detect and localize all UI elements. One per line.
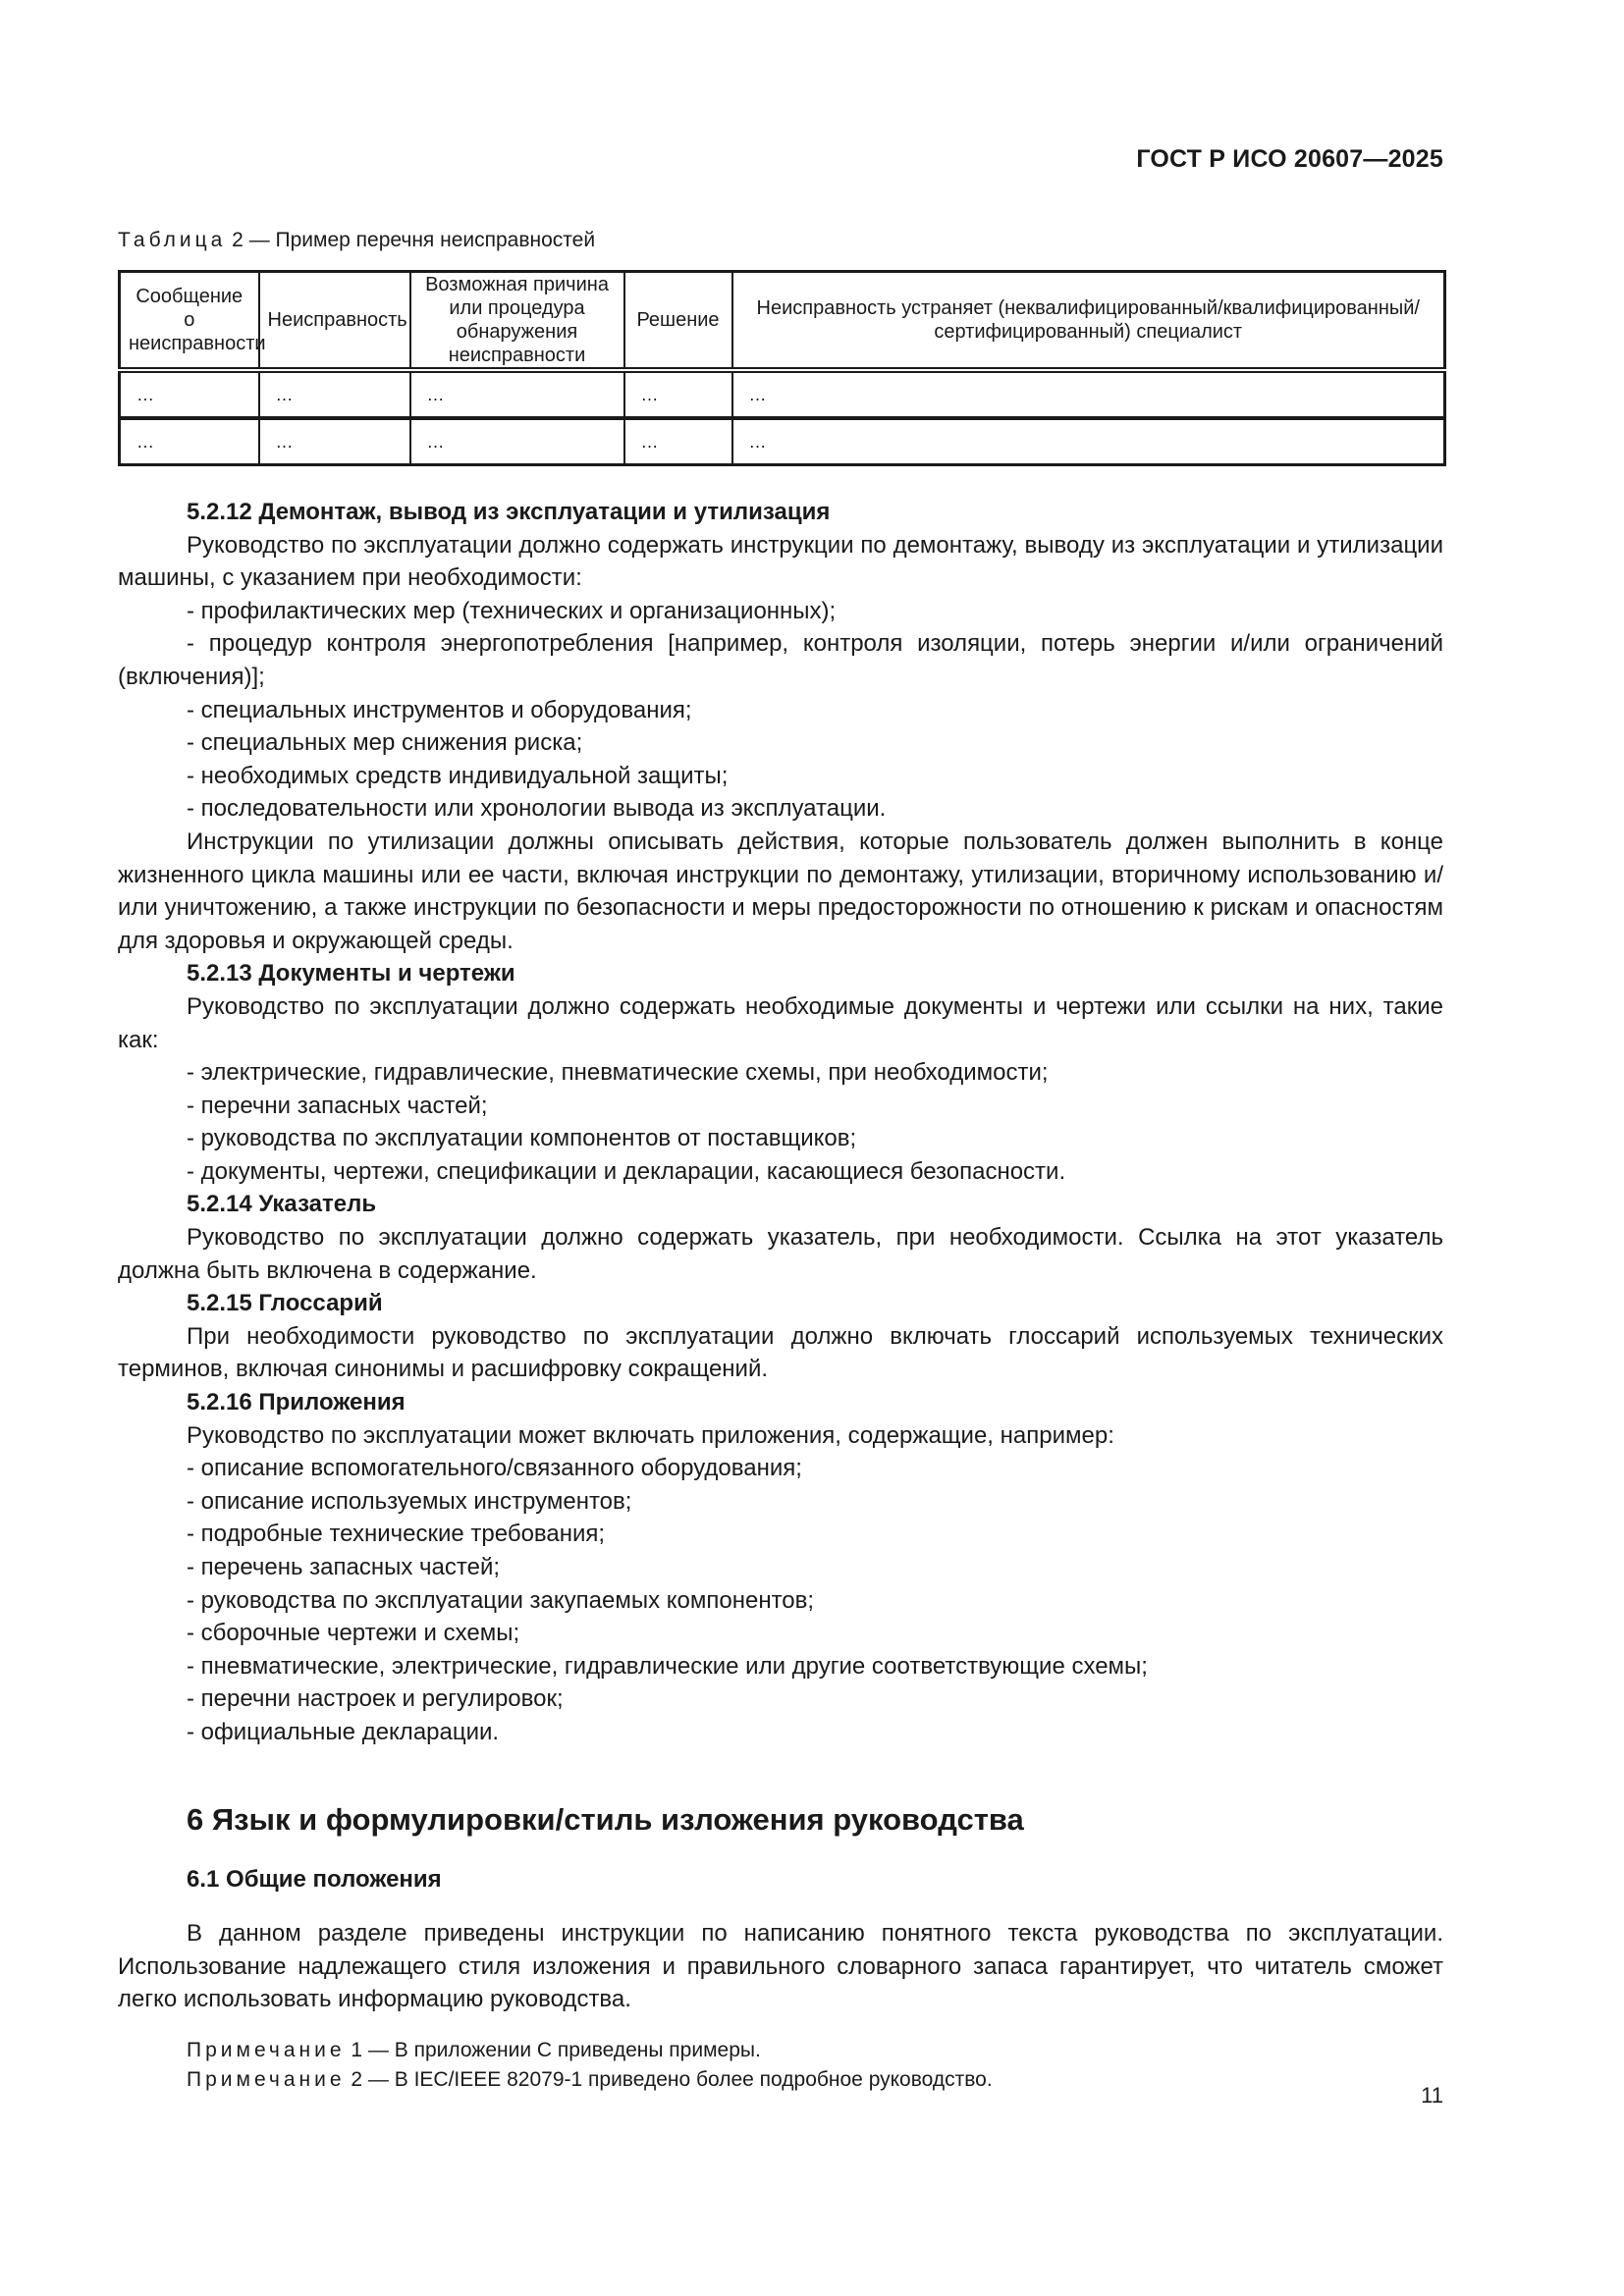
document-body (118, 496, 1443, 2095)
note-label: Примечание (187, 2067, 346, 2091)
paragraph: Руководство по эксплуатации может включать приложения, содержащие, например: (187, 1421, 1114, 1449)
column-header-specialist: Неисправность устраняет (неквалифицированный/квалифицированный/ сертифицированный) специалист (732, 272, 1445, 371)
table-cell: … (410, 418, 624, 465)
table-cell: … (624, 418, 732, 465)
list-item: - перечни настроек и регулировок; (187, 1685, 564, 1713)
table-row (120, 370, 1445, 418)
column-header-possible-cause: Возможная причина или процедура обнаружения неисправности (410, 272, 624, 371)
fault-list-table (118, 270, 1446, 466)
page-number: 11 (1421, 2083, 1443, 2108)
paragraph: При необходимости руководство по эксплуатации должно включать глоссарий используемых технических терминов, включая синонимы и расшифровку сокращений. (118, 1322, 1443, 1383)
list-item: - электрические, гидравлические, пневматические схемы, при необходимости; (187, 1059, 1049, 1087)
section-heading-5-2-14: 5.2.14 Указатель (187, 1191, 377, 1218)
list-item: - процедур контроля энергопотребления [например, контроля изоляции, потерь энергии и/или ограничений (включения)]; (118, 630, 1443, 690)
list-item: - руководства по эксплуатации компонентов от поставщиков; (187, 1125, 857, 1152)
table-cell: … (120, 418, 259, 465)
table-cell: … (732, 370, 1445, 418)
section-heading-6: 6 Язык и формулировки/стиль изложения руководства (187, 1801, 1024, 1837)
section-heading-5-2-16: 5.2.16 Приложения (187, 1389, 406, 1416)
note-2 (118, 2065, 1443, 2095)
list-item: - необходимых средств индивидуальной защиты; (187, 762, 729, 789)
list-item: - подробные технические требования; (187, 1521, 606, 1548)
paragraph: В данном разделе приведены инструкции по написанию понятного текста руководства по эксплуатации. Использование надлежащего стиля изложения и правильного словарного запаса гарантирует, что читатель сможет легко использовать информацию руководства. (118, 1920, 1443, 2013)
note-text: 1 — В приложении С приведены примеры. (345, 2038, 761, 2061)
table-cell: … (732, 418, 1445, 465)
list-item: - перечень запасных частей; (187, 1554, 501, 1580)
table-cell: … (259, 418, 410, 465)
section-heading-5-2-13: 5.2.13 Документы и чертежи (187, 960, 515, 988)
note-1 (118, 2036, 1443, 2065)
table-caption (118, 229, 595, 252)
paragraph: Инструкции по утилизации должны описывать действия, которые пользователь должен выполнить в конце жизненного цикла машины или ее части, включая инструкции по демонтажу, утилизации, вторичному использованию и/или уничтожению, а также инструкции по безопасности и меры предосторожности по отношению к рискам и опасностям для здоровья и окружающей среды. (118, 828, 1443, 954)
list-item: - описание вспомогательного/связанного оборудования; (187, 1455, 802, 1482)
list-item: - документы, чертежи, спецификации и декларации, касающиеся безопасности. (187, 1157, 1066, 1185)
section-heading-5-2-12: 5.2.12 Демонтаж, вывод из эксплуатации и утилизация (187, 499, 831, 525)
column-header-fault: Неисправность (259, 272, 410, 371)
section-heading-6-1: 6.1 Общие положения (187, 1865, 442, 1893)
table-row (120, 418, 1445, 465)
paragraph: Руководство по эксплуатации должно содержать указатель, при необходимости. Ссылка на этот указатель должна быть включена в содержание. (118, 1224, 1443, 1284)
notes (118, 2036, 1443, 2095)
list-item: - последовательности или хронологии вывода из эксплуатации. (187, 795, 887, 823)
table-cell: … (624, 370, 732, 418)
column-header-solution: Решение (624, 272, 732, 371)
list-item: - специальных инструментов и оборудования; (187, 696, 692, 723)
table-caption-title: 2 — Пример перечня неисправностей (226, 229, 596, 251)
paragraph: Руководство по эксплуатации должно содержать инструкции по демонтажу, выводу из эксплуатации и утилизации машины, с указанием при необходимости: (118, 531, 1443, 592)
note-text: 2 — В IEC/IEEE 82079-1 приведено более подробное руководство. (345, 2067, 993, 2091)
table-cell: … (259, 370, 410, 418)
list-item: - официальные декларации. (187, 1718, 500, 1745)
note-label: Примечание (187, 2038, 346, 2061)
table-header-row (120, 272, 1445, 371)
paragraph: Руководство по эксплуатации должно содержать необходимые документы и чертежи или ссылки на них, такие как: (118, 992, 1443, 1053)
list-item: - специальных мер снижения риска; (187, 729, 583, 757)
document-id-header: ГОСТ Р ИСО 20607—2025 (1136, 145, 1443, 173)
list-item: - пневматические, электрические, гидравлические или другие соответствующие схемы; (187, 1652, 1148, 1680)
table-caption-label: Таблица (118, 229, 227, 251)
column-header-fault-message: Сообщение о неисправности (120, 272, 259, 371)
list-item: - перечни запасных частей; (187, 1092, 488, 1119)
table-cell: … (120, 370, 259, 418)
section-heading-5-2-15: 5.2.15 Глоссарий (187, 1290, 383, 1317)
list-item: - описание используемых инструментов; (187, 1487, 632, 1515)
table-cell: … (410, 370, 624, 418)
list-item: - профилактических мер (технических и организационных); (187, 597, 837, 624)
list-item: - руководства по эксплуатации закупаемых компонентов; (187, 1586, 815, 1614)
list-item: - сборочные чертежи и схемы; (187, 1620, 520, 1647)
